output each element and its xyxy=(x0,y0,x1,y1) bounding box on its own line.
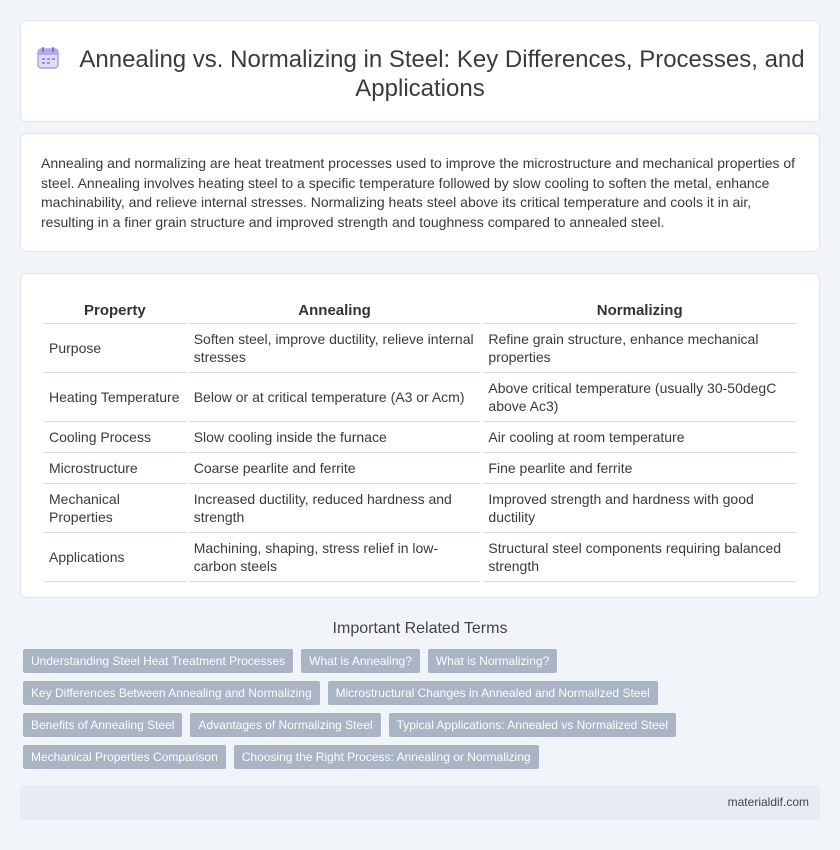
table-row xyxy=(44,422,796,453)
table-cell: Cooling Process xyxy=(44,422,186,453)
table-cell: Soften steel, improve ductility, relieve internal stresses xyxy=(189,324,481,373)
related-tag[interactable]: Key Differences Between Annealing and Normalizing xyxy=(23,681,320,705)
header-annealing: Annealing xyxy=(189,294,481,324)
related-tag[interactable]: Understanding Steel Heat Treatment Processes xyxy=(23,649,293,673)
table-cell: Above critical temperature (usually 30-50degC above Ac3) xyxy=(483,373,796,422)
intro-paragraph: Annealing and normalizing are heat treatment processes used to improve the microstructure and mechanical properties of steel. Annealing involves heating steel to a specific temperature followed by slow cooling to soften the metal, enhance machinability, and relieve internal stresses. Normalizing heats steel above its critical temperature and cools it in air, resulting in a finer grain structure and improved strength and toughness compared to annealed steel. xyxy=(41,155,796,230)
page-title: Annealing vs. Normalizing in Steel: Key Differences, Processes, and Applications xyxy=(79,46,805,102)
header-normalizing: Normalizing xyxy=(483,294,796,324)
comparison-table xyxy=(41,294,799,582)
calendar-icon xyxy=(35,46,61,70)
table-cell: Microstructure xyxy=(44,453,186,484)
table-cell: Below or at critical temperature (A3 or Acm) xyxy=(189,373,481,422)
table-cell: Improved strength and hardness with good ductility xyxy=(483,484,796,533)
table-cell: Fine pearlite and ferrite xyxy=(483,453,796,484)
table-cell: Mechanical Properties xyxy=(44,484,186,533)
table-cell: Coarse pearlite and ferrite xyxy=(189,453,481,484)
table-cell: Slow cooling inside the furnace xyxy=(189,422,481,453)
table-cell: Machining, shaping, stress relief in low-carbon steels xyxy=(189,533,481,582)
table-cell: Increased ductility, reduced hardness and strength xyxy=(189,484,481,533)
table-cell: Air cooling at room temperature xyxy=(483,422,796,453)
intro-card xyxy=(20,133,820,252)
footer-site[interactable]: materialdif.com xyxy=(727,795,809,809)
related-tag[interactable]: Mechanical Properties Comparison xyxy=(23,745,226,769)
related-tag[interactable]: Choosing the Right Process: Annealing or Normalizing xyxy=(234,745,539,769)
related-terms-heading: Important Related Terms xyxy=(332,620,508,637)
related-tag[interactable]: Typical Applications: Annealed vs Normalized Steel xyxy=(389,713,676,737)
related-tag[interactable]: Benefits of Annealing Steel xyxy=(23,713,182,737)
table-cell: Refine grain structure, enhance mechanical properties xyxy=(483,324,796,373)
title-card xyxy=(20,20,820,122)
related-terms-section xyxy=(20,620,820,777)
table-cell: Structural steel components requiring balanced strength xyxy=(483,533,796,582)
table-row xyxy=(44,453,796,484)
related-tag[interactable]: What is Annealing? xyxy=(301,649,420,673)
table-row xyxy=(44,373,796,422)
footer xyxy=(20,785,820,820)
comparison-card xyxy=(20,273,820,598)
table-row xyxy=(44,324,796,373)
table-cell: Applications xyxy=(44,533,186,582)
table-row xyxy=(44,484,796,533)
related-tag[interactable]: Microstructural Changes in Annealed and Normalized Steel xyxy=(328,681,658,705)
header-property: Property xyxy=(44,294,186,324)
table-header-row xyxy=(44,294,796,324)
related-tag[interactable]: What is Normalizing? xyxy=(428,649,557,673)
related-tag[interactable]: Advantages of Normalizing Steel xyxy=(190,713,380,737)
table-cell: Purpose xyxy=(44,324,186,373)
related-tags xyxy=(20,649,820,769)
table-row xyxy=(44,533,796,582)
table-cell: Heating Temperature xyxy=(44,373,186,422)
